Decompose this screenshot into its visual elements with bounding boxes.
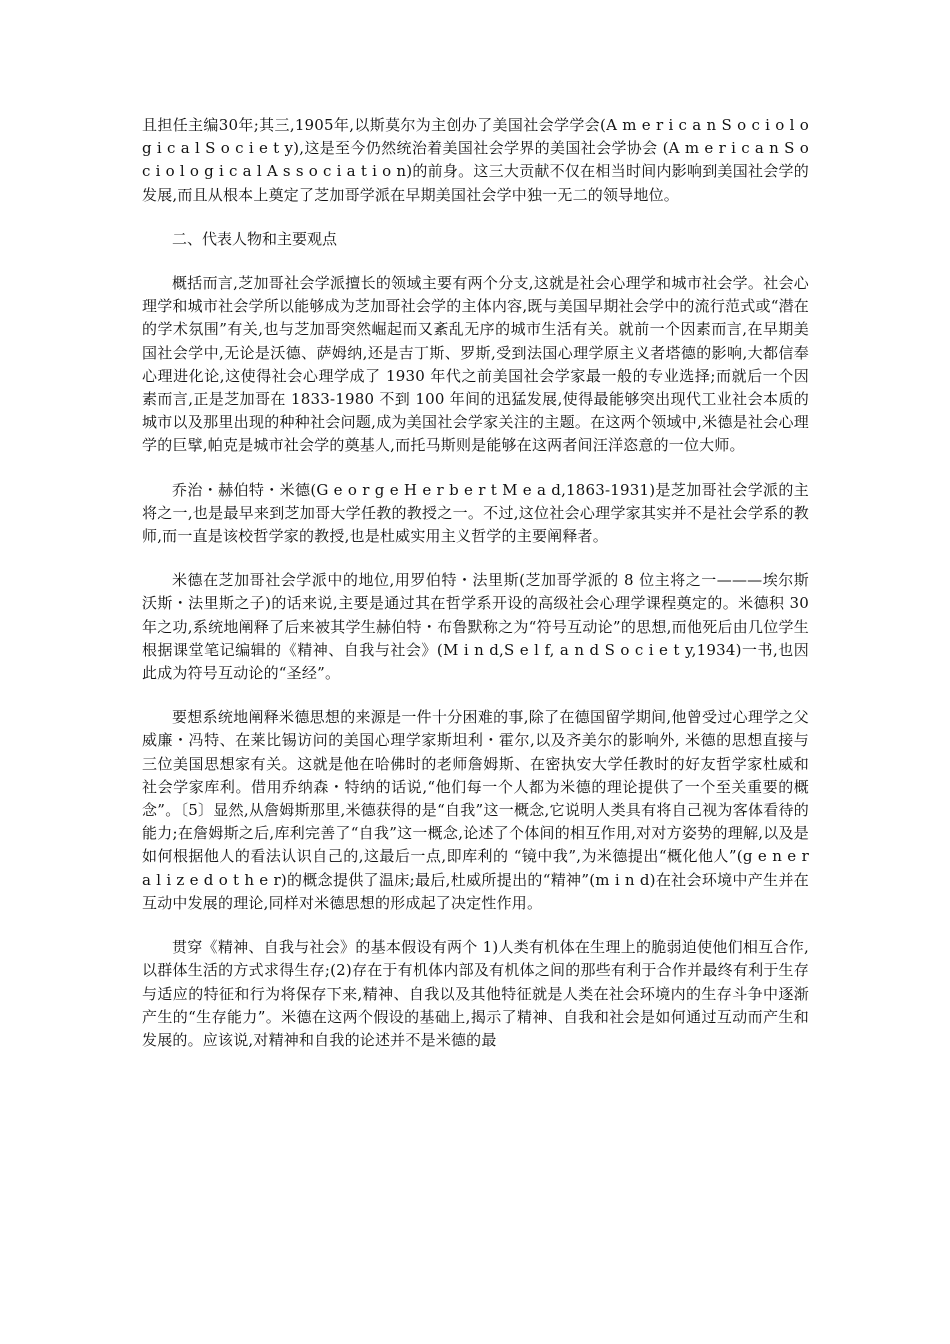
paragraph-chicago-branches: 概括而言,芝加哥社会学派擅长的领域主要有两个分支,这就是社会心理学和城市社会学。社会心理学和城市社会学所以能够成为芝加哥社会学的主体内容,既与美国早期社会学中的流行范式或“潜在的学术氛围”有关,也与芝加哥突然崛起而又紊乱无序的城市生活有关。就前一个因素而言,在早期美国社会学中,无论是沃德、萨姆纳,还是吉丁斯、罗斯,受到法国心理学原主义者塔德的影响,大都信奉心理进化论,这使得社会心理学成了 1930 年代之前美国社会学家最一般的专业选择;而就后一个因素而言,正是芝加哥在 1833-1980 不到 100 年间的迅猛发展,使得最能够突出现代工业社会本质的城市以及那里出现的种种社会问题,成为美国社会学家关注的主题。在这两个领域中,米德是社会心理学的巨擘,帕克是城市社会学的奠基人,而托马斯则是能够在这两者间汪洋恣意的一位大师。 (142, 274, 809, 455)
document-page (142, 114, 809, 1052)
section-heading: 二、代表人物和主要观点 (172, 229, 338, 248)
paragraph-mead-sources: 要想系统地阐释米德思想的来源是一件十分困难的事,除了在德国留学期间,他曾受过心理学之父威廉・冯特、在莱比锡访问的美国心理学家斯坦利・霍尔,以及齐美尔的影响外, 米德的思想直接与三位美国思想家有关。这就是他在哈佛时的老师詹姆斯、在密执安大学任教时的好友哲学家杜威和社会学家库利。借用乔纳森・特纳的话说,“他们每一个人都为米德的理论提供了一个至关重要的概念”。〔5〕显然,从詹姆斯那里,米德获得的是“自我”这一概念,它说明人类具有将自己视为客体看待的能力;在詹姆斯之后,库利完善了“自我”这一概念,论述了个体间的相互作用,对对方姿势的理解,以及是如何根据他人的看法认识自己的,这最后一点,即库利的 “镜中我”,为米德提出“概化他人”(g e n e r a l i z e d o t h e r)的概念提供了温床;最后,杜威所提出的“精神”(m i n d)在社会环境中产生并在互动中发展的理论,同样对米德思想的形成起了决定性作用。 (142, 708, 809, 912)
paragraph-mead-intro: 乔治・赫伯特・米德(G e o r g e H e r b e r t M e a d,1863-1931)是芝加哥社会学派的主将之一,也是最早来到芝加哥大学任教的教授之一。不过,这位社会心理学家其实并不是社会学系的教师,而一直是该校哲学家的教授,也是杜威实用主义哲学的主要阐释者。 (142, 480, 809, 546)
paragraph-basic-assumptions: 贯穿《精神、自我与社会》的基本假设有两个 1)人类有机体在生理上的脆弱迫使他们相互合作,以群体生活的方式求得生存;(2)存在于有机体内部及有机体之间的那些有利于合作并最终有利于生存与适应的特征和行为将保存下来,精神、自我以及其他特征就是人类在社会环境内的生存斗争中逐渐产生的“生存能力”。米德在这两个假设的基础上,揭示了精神、自我和社会是如何通过互动而产生和发展的。应该说,对精神和自我的论述并不是米德的最 (142, 938, 809, 1049)
paragraph-continuation: 且担任主编30年;其三,1905年,以斯莫尔为主创办了美国社会学学会(A m e r i c a n S o c i o l o g i c a l S o c i e t y),这是至今仍然统治着美国社会学界的美国社会学协会 (A m e r i c a n S o c i o l o g i c a l A s s o c i a t i o n)的前身。这三大贡献不仅在相当时间内影响到美国社会学的发展,而且从根本上奠定了芝加哥学派在早期美国社会学中独一无二的领导地位。 (142, 116, 809, 204)
paragraph-mead-status: 米德在芝加哥社会学派中的地位,用罗伯特・法里斯(芝加哥学派的 8 位主将之一———埃尔斯沃斯・法里斯之子)的话来说,主要是通过其在哲学系开设的高级社会心理学课程奠定的。米德积 30 年之功,系统地阐释了后来被其学生赫伯特・布鲁默称之为“符号互动论”的思想,而他死后由几位学生根据课堂笔记编辑的《精神、自我与社会》(M i n d,S e l f, a n d S o c i e t y,1934)一书,也因此成为符号互动论的“圣经”。 (142, 571, 809, 683)
